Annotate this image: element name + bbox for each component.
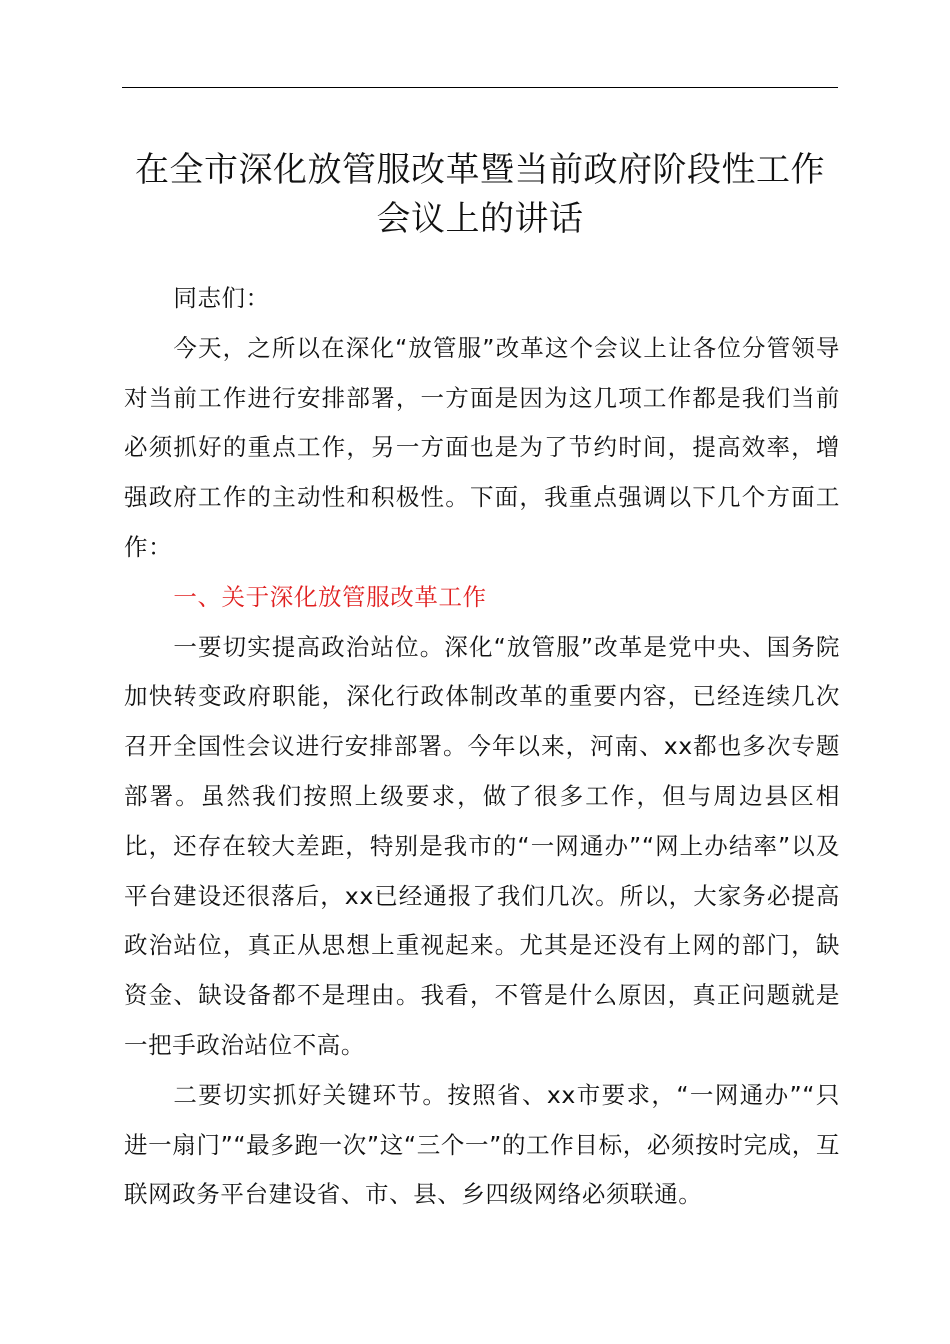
document-body (124, 274, 840, 1220)
salutation: 同志们： (173, 284, 270, 312)
paragraph-political-stance: 一要切实提高政治站位。深化“放管服”改革是党中央、国务院加快转变政府职能，深化行政体制改革的重要内容，已经连续几次召开全国性会议进行安排部署。今年以来，河南、xx都也多次专题部署。虽然我们按照上级要求，做了很多工作，但与周边县区相比，还存在较大差距，特别是我市的“一网通办”“网上办结率”以及平台建设还很落后，xx已经通报了我们几次。所以，大家务必提高政治站位，真正从思想上重视起来。尤其是还没有上网的部门，缺资金、缺设备都不是理由。我看，不管是什么原因，真正问题就是一把手政治站位不高。 (124, 632, 840, 1059)
header-rule (122, 87, 838, 88)
title-line-1: 在全市深化放管服改革暨当前政府阶段性工作 (135, 150, 825, 190)
paragraph-key-links: 二要切实抓好关键环节。按照省、xx市要求，“一网通办”“只进一扇门”“最多跑一次”这“三个一”的工作目标，必须按时完成，互联网政务平台建设省、市、县、乡四级网络必须联通。 (124, 1080, 840, 1209)
paragraph-intro: 今天，之所以在深化“放管服”改革这个会议上让各位分管领导对当前工作进行安排部署，一方面是因为这几项工作都是我们当前必须抓好的重点工作，另一方面也是为了节约时间，提高效率，增强政府工作的主动性和积极性。下面，我重点强调以下几个方面工作： (124, 333, 840, 561)
page-title (90, 146, 870, 244)
section-heading: 一、关于深化放管服改革工作 (173, 582, 487, 611)
title-line-2: 会议上的讲话 (376, 199, 584, 239)
